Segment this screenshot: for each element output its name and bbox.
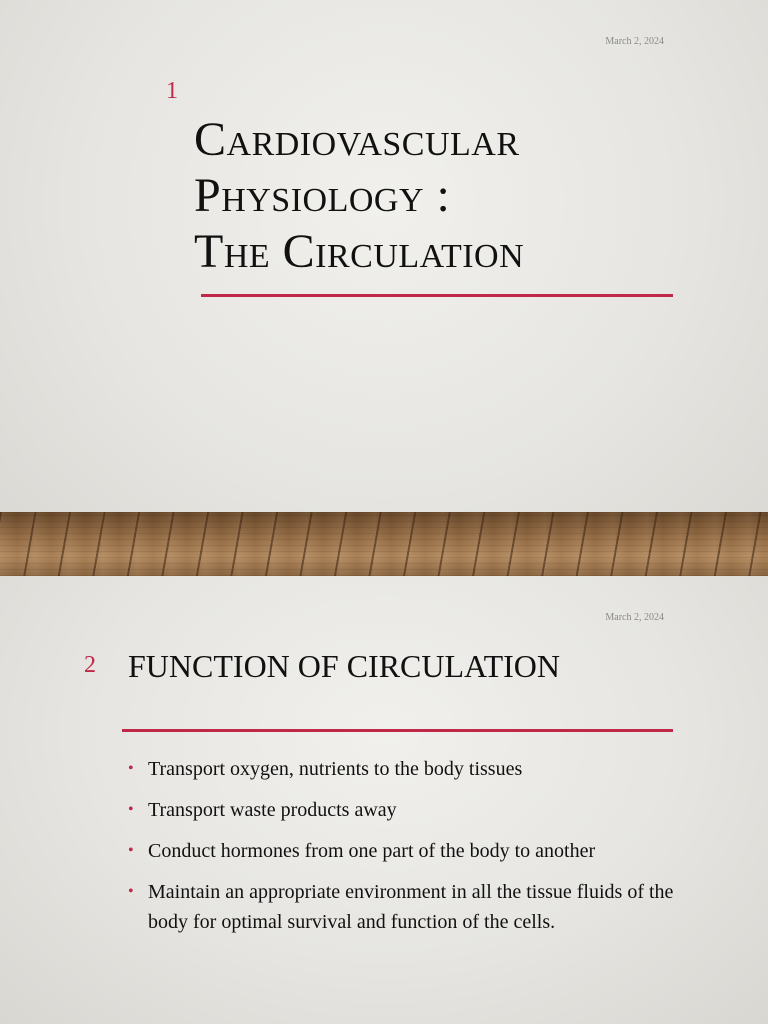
bullet-list <box>128 754 688 948</box>
slide-number: 2 <box>84 652 96 678</box>
bullet-text: Maintain an appropriate environment in all the tissue fluids of the body for optimal survival and function of the cells. <box>148 881 674 933</box>
list-item <box>128 877 688 937</box>
bullet-dot-icon: • <box>128 883 134 900</box>
slide-2 <box>0 576 768 1024</box>
title-line: Physiology : <box>194 169 451 222</box>
bullet-text: Transport oxygen, nutrients to the body tissues <box>148 758 523 780</box>
bullet-dot-icon: • <box>128 801 134 818</box>
slide-number: 1 <box>166 78 178 104</box>
slide-title: FUNCTION OF CIRCULATION <box>128 648 561 684</box>
slide-date: March 2, 2024 <box>605 612 664 623</box>
wood-floor-decoration <box>0 512 768 576</box>
bullet-dot-icon: • <box>128 760 134 777</box>
title-underline <box>122 729 673 732</box>
title-underline <box>201 294 673 297</box>
bullet-text: Transport waste products away <box>148 799 397 821</box>
list-item <box>128 754 688 784</box>
slide-date: March 2, 2024 <box>605 36 664 47</box>
bullet-dot-icon: • <box>128 842 134 859</box>
title-line: Cardiovascular <box>194 113 520 166</box>
list-item <box>128 836 688 866</box>
bullet-text: Conduct hormones from one part of the body to another <box>148 840 596 862</box>
slide-title <box>194 112 714 280</box>
list-item <box>128 795 688 825</box>
title-line: The Circulation <box>194 225 525 278</box>
